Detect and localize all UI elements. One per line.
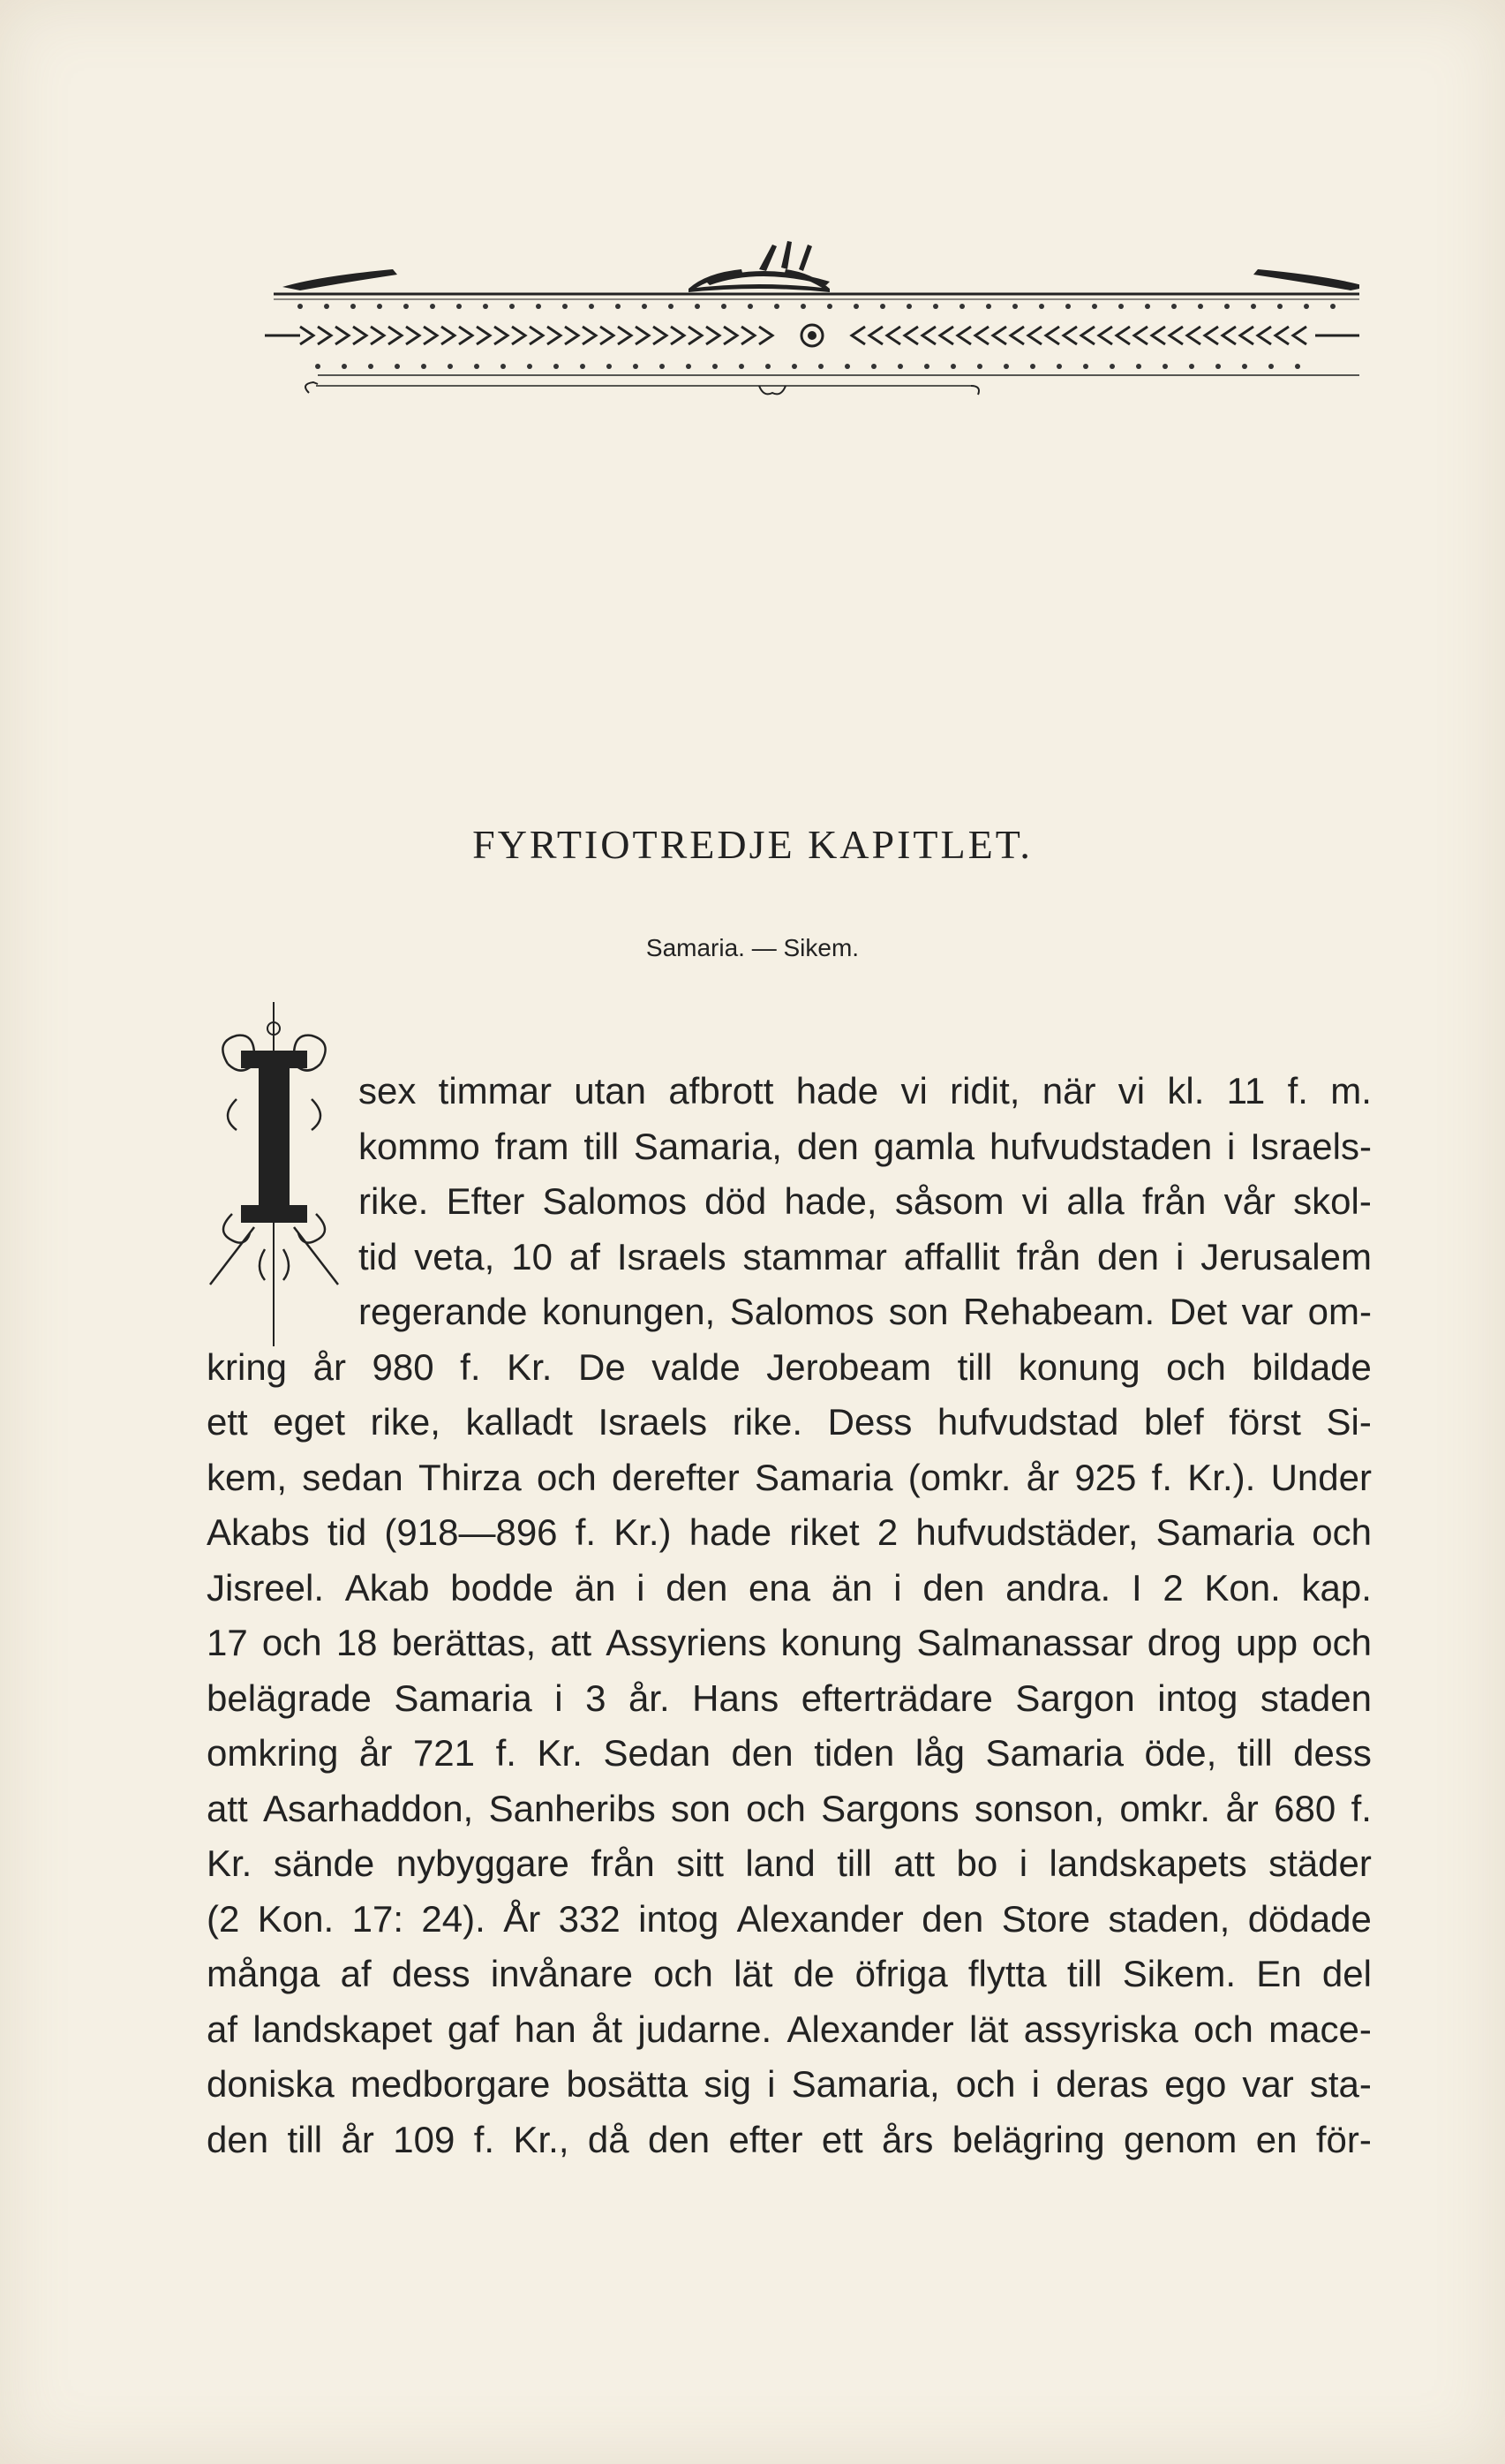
word: Kon.	[1204, 1566, 1281, 1609]
word: år	[1026, 1456, 1060, 1498]
word: ridit,	[950, 1070, 1020, 1111]
word: 680	[1274, 1787, 1336, 1829]
word: att	[893, 1842, 936, 1884]
word: tid	[327, 1511, 367, 1553]
word: kring	[207, 1345, 288, 1388]
word: Kr.)	[613, 1511, 672, 1553]
word: efterträdare	[801, 1677, 993, 1719]
word: del	[1321, 1953, 1372, 1994]
word: än	[574, 1566, 616, 1609]
word: 10	[511, 1235, 553, 1277]
word: öde,	[1144, 1732, 1217, 1774]
word: Si-	[1326, 1401, 1372, 1443]
body-text	[207, 1064, 1372, 2167]
word: 24).	[421, 1897, 485, 1940]
word: att	[550, 1622, 592, 1663]
word: rike,	[370, 1401, 440, 1443]
word: kap.	[1301, 1566, 1372, 1609]
word: och	[261, 1622, 322, 1663]
text-line	[207, 2002, 1372, 2058]
word: än	[831, 1566, 873, 1609]
word: och	[1166, 1345, 1226, 1388]
word: land	[745, 1842, 816, 1884]
word: sta-	[1309, 2063, 1372, 2105]
word: konung	[1018, 1345, 1140, 1388]
word: Alexander	[786, 2008, 954, 2050]
word: Kr.,	[513, 2118, 569, 2160]
word: m.	[1330, 1070, 1372, 1111]
word: landskapets	[1049, 1842, 1247, 1884]
word: alla	[1066, 1180, 1125, 1222]
word: till	[583, 1125, 620, 1167]
word: gaf	[447, 2008, 500, 2050]
word: f.	[473, 2118, 495, 2160]
word: först	[1229, 1401, 1301, 1443]
word: gamla	[873, 1125, 975, 1167]
word: lät	[734, 1953, 773, 1994]
word: Thirza	[418, 1456, 522, 1498]
word: son	[888, 1291, 949, 1332]
word: rike.	[358, 1180, 429, 1222]
word: den	[731, 1732, 794, 1774]
word: då	[587, 2118, 629, 2160]
word: till	[287, 2118, 323, 2160]
word: Salmanassar	[916, 1622, 1133, 1663]
word: timmar	[438, 1070, 552, 1111]
word: den	[648, 2118, 711, 2160]
word: Israels-	[1250, 1125, 1372, 1167]
word: (2	[207, 1897, 240, 1940]
word: belägrade	[207, 1677, 372, 1719]
word: Kr.	[537, 1732, 583, 1774]
word: kalladt	[465, 1401, 573, 1443]
word: i	[1175, 1235, 1185, 1277]
text-line	[207, 1119, 1372, 1175]
word: och	[537, 1456, 597, 1498]
word: Samaria,	[633, 1125, 782, 1167]
word: 332	[558, 1897, 621, 1940]
word: död	[704, 1180, 767, 1222]
word: att	[207, 1787, 248, 1829]
word: Under	[1270, 1456, 1372, 1498]
word: Sedan	[603, 1732, 711, 1774]
word: landskapet	[252, 2008, 433, 2050]
word: hade	[689, 1511, 772, 1553]
text-line	[207, 1836, 1372, 1892]
word: de	[793, 1953, 835, 1994]
word: af	[568, 1235, 600, 1277]
word: i	[1019, 1842, 1028, 1884]
word: blef	[1143, 1401, 1204, 1443]
word: Akab	[344, 1566, 430, 1609]
word: valde	[651, 1345, 741, 1388]
text-line	[207, 1671, 1372, 1727]
word: 17:	[351, 1897, 403, 1940]
word: efter	[728, 2118, 803, 2160]
word: Jerobeam	[766, 1345, 931, 1388]
word: och	[1312, 1622, 1372, 1663]
word: från	[591, 1842, 655, 1884]
word: En	[1256, 1953, 1302, 1994]
word: vi	[1117, 1070, 1146, 1111]
word: en	[1255, 2118, 1298, 2160]
word: och	[1312, 1511, 1372, 1553]
word: kem,	[207, 1456, 288, 1498]
word: Samaria	[985, 1732, 1124, 1774]
word: Dess	[827, 1401, 913, 1443]
word: Kr.).	[1187, 1456, 1256, 1498]
word: Samaria,	[791, 2063, 940, 2105]
word: års	[882, 2118, 934, 2160]
word: berättas,	[391, 1622, 537, 1663]
word: sonson,	[974, 1787, 1105, 1829]
word: f.	[1151, 1456, 1173, 1498]
word: Rehabeam.	[963, 1291, 1155, 1332]
word: till	[1237, 1732, 1273, 1774]
word: f.	[460, 1345, 481, 1388]
word: Efter	[446, 1180, 525, 1222]
word: fram	[494, 1125, 569, 1167]
text-line	[207, 1285, 1372, 1340]
word: till	[837, 1842, 872, 1884]
chapter-subtitle: Samaria. — Sikem.	[645, 934, 860, 961]
word: son	[671, 1787, 731, 1829]
word: Jerusalem	[1200, 1235, 1372, 1277]
word: dess	[1293, 1732, 1372, 1774]
word: riket	[789, 1511, 860, 1553]
word: afbrott	[668, 1070, 774, 1111]
word: i	[636, 1566, 645, 1609]
word: från	[1141, 1180, 1207, 1222]
text-line	[207, 1561, 1372, 1616]
text-line	[207, 1451, 1372, 1506]
word: nybyggare	[395, 1842, 569, 1884]
word: Salomos	[542, 1180, 687, 1222]
word: den	[796, 1125, 859, 1167]
word: från	[1016, 1235, 1081, 1277]
word: derefter	[612, 1456, 740, 1498]
text-line	[207, 1505, 1372, 1561]
word: om-	[1307, 1291, 1372, 1332]
word: Jisreel.	[207, 1566, 325, 1609]
word: 2	[877, 1511, 899, 1553]
word: åt	[591, 2008, 623, 2050]
word: skol-	[1293, 1180, 1372, 1222]
word: Kon.	[257, 1897, 335, 1940]
word: hufvudstäder,	[915, 1511, 1139, 1553]
word: omkr.	[1119, 1787, 1211, 1829]
word: 11	[1226, 1070, 1266, 1111]
word: f.	[1287, 1070, 1308, 1111]
word: i	[767, 2063, 776, 2105]
text-line	[207, 1395, 1372, 1451]
word: hufvudstaden	[989, 1125, 1213, 1167]
word: Sikem.	[1122, 1953, 1237, 1994]
word: den	[922, 1566, 985, 1609]
word: eget	[273, 1401, 346, 1443]
word: öfriga	[854, 1953, 948, 1994]
word: sedan	[302, 1456, 403, 1498]
word: lät	[969, 2008, 1009, 2050]
word: deras	[1056, 2063, 1149, 2105]
word: veta,	[414, 1235, 495, 1277]
word: I	[1131, 1566, 1142, 1609]
word: ett	[821, 2118, 863, 2160]
word: när	[1042, 1070, 1096, 1111]
word: utan	[574, 1070, 647, 1111]
word: De	[578, 1345, 626, 1388]
word: i	[1227, 1125, 1236, 1167]
text-line	[207, 1064, 1372, 1119]
word: f.	[495, 1732, 516, 1774]
word: och	[955, 2063, 1016, 2105]
word: regerande	[358, 1291, 528, 1332]
word: Hans	[692, 1677, 779, 1719]
word: ena	[749, 1566, 811, 1609]
header-ornament	[265, 234, 1359, 446]
word: konungen,	[542, 1291, 716, 1332]
word: bo	[956, 1842, 998, 1884]
word: Sargon	[1015, 1677, 1135, 1719]
word: konung	[780, 1622, 903, 1663]
word: 3	[585, 1677, 606, 1719]
word: sitt	[676, 1842, 724, 1884]
word: invånare	[490, 1953, 633, 1994]
word: omkring	[207, 1732, 339, 1774]
word: flytta	[967, 1953, 1047, 1994]
word: ett	[207, 1401, 248, 1443]
word: år.	[628, 1677, 670, 1719]
word: var	[1242, 2063, 1294, 2105]
word: låg	[914, 1732, 965, 1774]
word: andra.	[1005, 1566, 1111, 1609]
word: såsom	[894, 1180, 1005, 1222]
word: Assyriens	[606, 1622, 767, 1663]
word: i	[1031, 2063, 1040, 2105]
word: ego	[1164, 2063, 1227, 2105]
word: Asarhaddon,	[263, 1787, 474, 1829]
word: han	[514, 2008, 576, 2050]
text-line	[207, 1616, 1372, 1671]
word: Salomos	[729, 1291, 875, 1332]
word: Samaria	[1155, 1511, 1295, 1553]
word: den	[666, 1566, 728, 1609]
word: vi	[900, 1070, 928, 1111]
word: Store	[1001, 1897, 1091, 1940]
word: rike.	[732, 1401, 803, 1443]
word: intog	[1157, 1677, 1238, 1719]
word: år	[358, 1732, 393, 1774]
word: städer	[1268, 1842, 1372, 1884]
word: assyriska	[1023, 2008, 1178, 2050]
word: år	[1225, 1787, 1259, 1829]
word: sex	[358, 1070, 417, 1111]
word: sände	[273, 1842, 375, 1884]
word: dess	[391, 1953, 470, 1994]
word: för-	[1315, 2118, 1372, 2160]
word: bodde	[450, 1566, 554, 1609]
text-line	[207, 1340, 1372, 1396]
word: bosätta	[566, 2063, 689, 2105]
text-line	[207, 2057, 1372, 2113]
word: den	[207, 2118, 269, 2160]
word: Akabs	[207, 1511, 310, 1553]
word: medborgare	[350, 2063, 551, 2105]
word: i	[893, 1566, 902, 1609]
word: hufvudstad	[937, 1401, 1119, 1443]
word: judarne.	[637, 2008, 772, 2050]
word: dödade	[1247, 1897, 1372, 1940]
word: upp	[1236, 1622, 1298, 1663]
word: 980	[372, 1345, 434, 1388]
word: kommo	[358, 1125, 480, 1167]
word: Israels	[598, 1401, 708, 1443]
word: Kr.	[507, 1345, 553, 1388]
word: Samaria	[755, 1456, 893, 1498]
word: Samaria	[394, 1677, 532, 1719]
word: bildade	[1252, 1345, 1372, 1388]
text-line	[207, 2113, 1372, 2168]
word: i	[554, 1677, 563, 1719]
word: 109	[393, 2118, 455, 2160]
word: 18	[335, 1622, 378, 1663]
word: den	[1096, 1235, 1160, 1277]
word: mace-	[1268, 2008, 1372, 2050]
word: till	[957, 1345, 993, 1388]
word: vår	[1223, 1180, 1275, 1222]
word: tid	[358, 1235, 398, 1277]
word: stammar	[742, 1235, 887, 1277]
word: drog	[1147, 1622, 1222, 1663]
text-line	[207, 1782, 1372, 1837]
word: affallit	[903, 1235, 1000, 1277]
word: hade,	[784, 1180, 877, 1222]
text-line	[207, 1174, 1372, 1230]
text-line	[207, 1726, 1372, 1782]
word: den	[922, 1897, 984, 1940]
word: (omkr.	[907, 1456, 1012, 1498]
word: kl.	[1167, 1070, 1205, 1111]
word: af	[340, 1953, 372, 1994]
word: Det	[1169, 1291, 1228, 1332]
word: f.	[575, 1511, 597, 1553]
word: staden,	[1108, 1897, 1230, 1940]
text-line	[207, 1947, 1372, 2002]
word: till	[1066, 1953, 1102, 1994]
word: och	[653, 1953, 713, 1994]
word: 17	[207, 1622, 248, 1663]
word: hade	[795, 1070, 879, 1111]
word: År	[503, 1897, 541, 1940]
word: vi	[1021, 1180, 1050, 1222]
word: Kr.	[207, 1842, 252, 1884]
word: genom	[1123, 2118, 1238, 2160]
word: 721	[412, 1732, 476, 1774]
word: var	[1241, 1291, 1294, 1332]
word: och	[1193, 2008, 1253, 2050]
word: och	[746, 1787, 806, 1829]
text-line	[207, 1230, 1372, 1285]
chapter-title: FYRTIOTREDJE KAPITLET.	[472, 822, 1033, 867]
word: (918—896	[384, 1511, 558, 1553]
word: många	[207, 1953, 320, 1994]
word: f.	[1351, 1787, 1372, 1829]
word: staden	[1260, 1677, 1372, 1719]
word: sig	[704, 2063, 752, 2105]
word: Israels	[616, 1235, 726, 1277]
text-line	[207, 1892, 1372, 1948]
word: belägring	[952, 2118, 1105, 2160]
word: Sanheribs	[488, 1787, 656, 1829]
word: tiden	[814, 1732, 895, 1774]
word: år	[341, 2118, 374, 2160]
word: Alexander	[736, 1897, 904, 1940]
word: Sargons	[821, 1787, 959, 1829]
word: doniska	[207, 2063, 335, 2105]
word: 2	[1163, 1566, 1184, 1609]
word: 925	[1074, 1456, 1137, 1498]
word: af	[207, 2008, 238, 2050]
word: år	[312, 1345, 346, 1388]
word: intog	[638, 1897, 719, 1940]
